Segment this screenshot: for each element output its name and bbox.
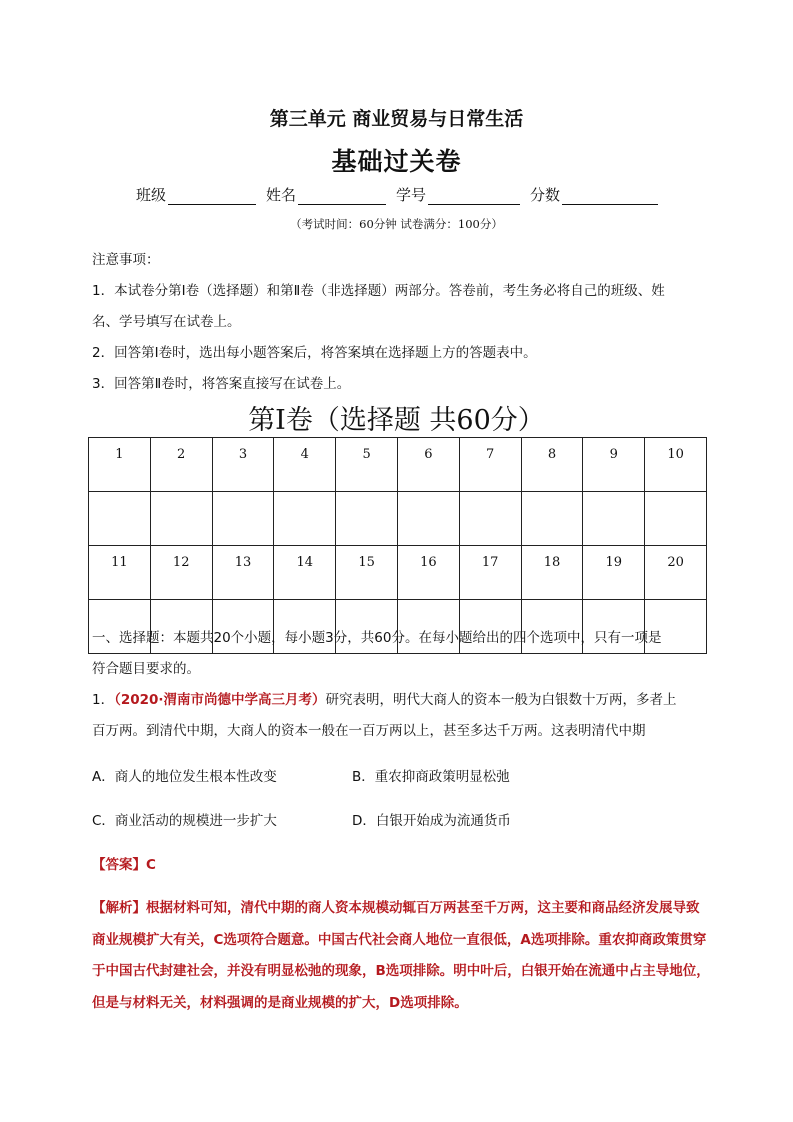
question-number: 1．	[92, 692, 115, 708]
answer-cell[interactable]	[89, 492, 151, 546]
option-a[interactable]: A．商人的地位发生根本性改变	[92, 769, 277, 785]
answer-cell[interactable]	[583, 492, 645, 546]
analysis-label: 【解析】	[92, 900, 146, 916]
name-field[interactable]	[266, 184, 386, 205]
answer-grid-number-row	[89, 438, 707, 492]
answer-cell[interactable]	[397, 492, 459, 546]
question-number-cell: 16	[397, 546, 459, 600]
student-info-fields	[136, 184, 668, 205]
question-number-cell: 19	[583, 546, 645, 600]
question-number-cell: 2	[150, 438, 212, 492]
exam-info: （考试时间：60分钟 试卷满分：100分）	[290, 217, 503, 231]
name-label: 姓名	[266, 186, 297, 204]
score-label: 分数	[530, 186, 561, 204]
question-number-cell: 7	[459, 438, 521, 492]
analysis-block	[92, 893, 712, 1019]
student-id-field[interactable]	[396, 184, 520, 205]
question-number-cell: 12	[150, 546, 212, 600]
note-line: 2．回答第Ⅰ卷时，选出每小题答案后，将答案填在选择题上方的答题表中。	[92, 345, 537, 361]
question-number-cell: 20	[645, 546, 707, 600]
answer-cell[interactable]	[150, 492, 212, 546]
answer-block	[92, 853, 156, 873]
instructions-line: 符合题目要求的。	[92, 661, 200, 677]
option-c[interactable]: C．商业活动的规模进一步扩大	[92, 813, 277, 829]
option-b[interactable]: B．重农抑商政策明显松弛	[352, 769, 510, 785]
note-line: 3．回答第Ⅱ卷时，将答案直接写在试卷上。	[92, 376, 351, 392]
answer-cell[interactable]	[336, 492, 398, 546]
question-stem-line: 百万两。到清代中期，大商人的资本一般在一百万两以上，甚至多达千万两。这表明清代中期	[92, 723, 646, 739]
note-line: 1．本试卷分第Ⅰ卷（选择题）和第Ⅱ卷（非选择题）两部分。答卷前，考生务必将自己的班级、姓	[92, 283, 665, 299]
class-label: 班级	[136, 186, 167, 204]
answer-cell[interactable]	[459, 492, 521, 546]
section-heading: 第Ⅰ卷（选择题 共60分）	[248, 405, 545, 436]
answer-cell[interactable]	[645, 492, 707, 546]
instructions-line: 一、选择题：本题共20个小题，每小题3分，共60分。在每小题给出的四个选项中，只有一项是	[92, 630, 662, 646]
class-field[interactable]	[136, 184, 256, 205]
note-line: 名、学号填写在试卷上。	[92, 314, 241, 330]
answer-cell[interactable]	[212, 492, 274, 546]
answer-cell[interactable]	[274, 492, 336, 546]
question-source: （2020·渭南市尚德中学高三月考）	[114, 692, 326, 708]
exam-title: 基础过关卷	[331, 147, 462, 176]
question-number-cell: 4	[274, 438, 336, 492]
analysis-text: 根据材料可知，清代中期的商人资本规模动辄百万两甚至千万两，这主要和商品经济发展导致商业规模扩大有关，C选项符合题意。中国古代社会商人地位一直很低，A选项排除。重农抑商政策贯穿于中国古代封建社会，并没有明显松弛的现象，B选项排除。明中叶后，白银开始在流通中占主导地位，但是与材料无关，材料强调的是商业规模的扩大，D选项排除。	[92, 900, 710, 1011]
question-number-cell: 6	[397, 438, 459, 492]
score-field[interactable]	[530, 184, 658, 205]
answer-value: C	[146, 857, 156, 873]
notes-heading: 注意事项：	[92, 252, 160, 268]
question-number-cell: 3	[212, 438, 274, 492]
answer-grid-number-row	[89, 546, 707, 600]
question-number-cell: 13	[212, 546, 274, 600]
name-blank[interactable]	[298, 188, 386, 205]
question-number-cell: 10	[645, 438, 707, 492]
question-number-cell: 5	[336, 438, 398, 492]
answer-cell[interactable]	[521, 492, 583, 546]
question-number-cell: 9	[583, 438, 645, 492]
student-id-blank[interactable]	[428, 188, 520, 205]
question-number-cell: 1	[89, 438, 151, 492]
answer-grid	[88, 437, 707, 654]
option-d[interactable]: D．白银开始成为流通货币	[352, 813, 511, 829]
question-number-cell: 14	[274, 546, 336, 600]
answer-label: 【答案】	[92, 857, 146, 873]
unit-title: 第三单元 商业贸易与日常生活	[269, 108, 524, 130]
question-stem-line: 研究表明，明代大商人的资本一般为白银数十万两，多者上	[325, 692, 677, 708]
score-blank[interactable]	[562, 188, 658, 205]
student-id-label: 学号	[396, 186, 427, 204]
question-number-cell: 15	[336, 546, 398, 600]
question-number-cell: 18	[521, 546, 583, 600]
question-number-cell: 11	[89, 546, 151, 600]
question-number-cell: 17	[459, 546, 521, 600]
answer-grid-answer-row	[89, 492, 707, 546]
question-number-cell: 8	[521, 438, 583, 492]
question-stem	[92, 688, 677, 708]
class-blank[interactable]	[168, 188, 256, 205]
